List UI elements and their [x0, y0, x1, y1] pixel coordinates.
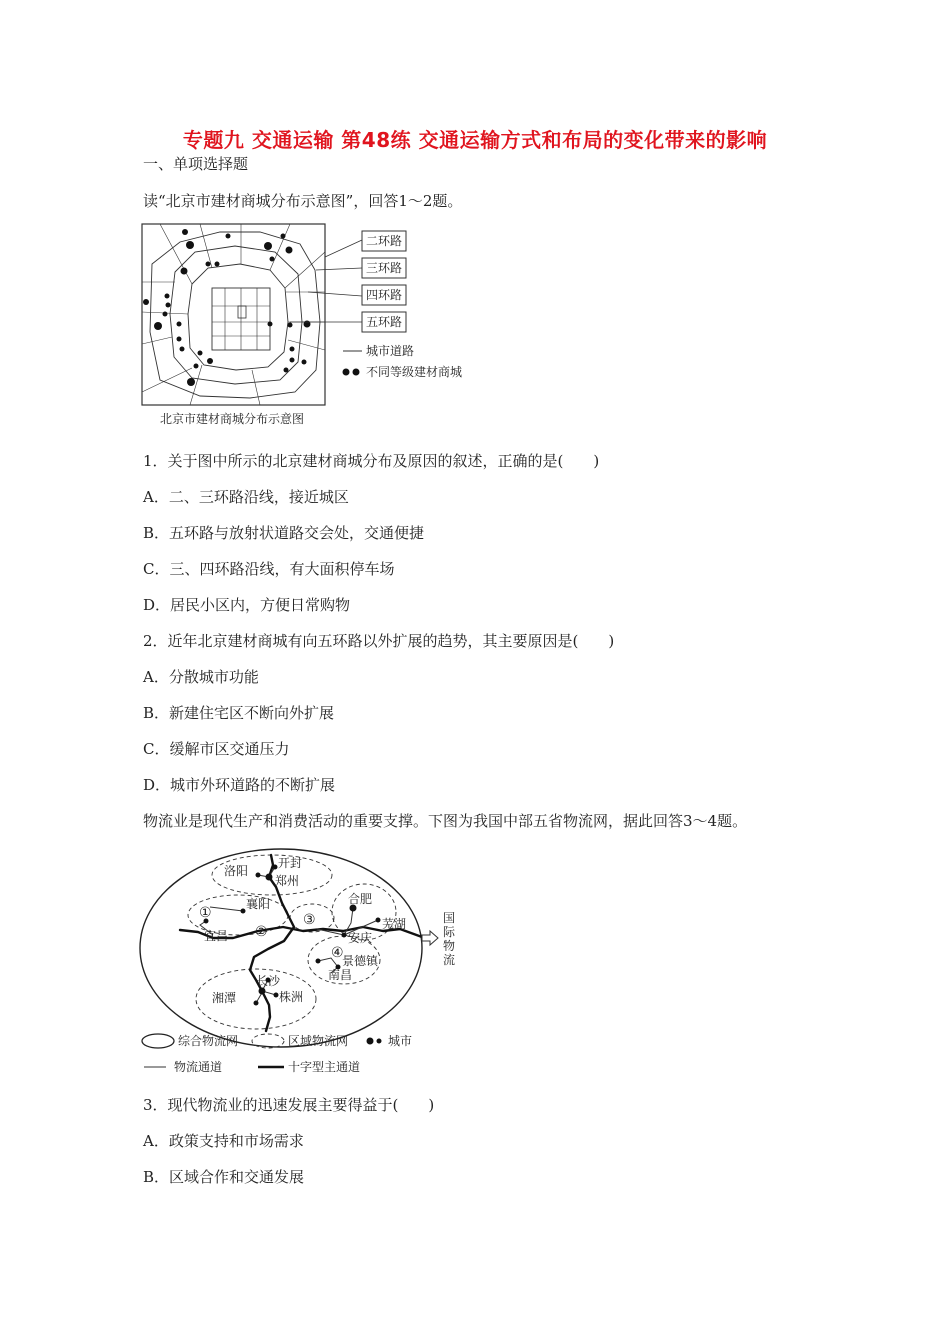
- legend-ring3-label: 三环路: [365, 261, 403, 275]
- legend-channel: 物流通道: [174, 1060, 223, 1074]
- section-heading: 一、单项选择题: [143, 155, 249, 173]
- q2-option-a: A．分散城市功能: [143, 668, 259, 686]
- city-xiangyang: 襄阳: [246, 897, 271, 911]
- map1-caption: 北京市建材商城分布示意图: [159, 412, 305, 426]
- legend-ring4-label: 四环路: [365, 288, 403, 302]
- city-yichang: 宜昌: [204, 929, 229, 943]
- q3-option-a: A．政策支持和市场需求: [143, 1132, 304, 1150]
- city-wuhu: 芜湖: [382, 917, 407, 931]
- legend-road-label: 城市道路: [366, 344, 415, 358]
- intl-char-2: 际: [443, 925, 456, 939]
- legend-mall-label: 不同等级建材商城: [366, 365, 463, 379]
- intl-char-1: 国: [443, 911, 456, 925]
- page-title: 专题九 交通运输 第48练 交通运输方式和布局的变化带来的影响: [182, 128, 768, 152]
- legend-ring2-label: 二环路: [365, 234, 403, 248]
- city-hefei: 合肥: [348, 892, 373, 906]
- q3-option-b: B．区域合作和交通发展: [143, 1168, 305, 1186]
- legend-ring5-label: 五环路: [365, 315, 403, 329]
- q1-option-b: B．五环路与放射状道路交会处，交通便捷: [143, 524, 425, 542]
- q1-option-d: D．居民小区内，方便日常购物: [143, 596, 351, 614]
- city-changsha: 长沙: [256, 974, 281, 988]
- intro-text-2: 物流业是现代生产和消费活动的重要支撑。下图为我国中部五省物流网，据此回答3～4题。: [143, 812, 748, 830]
- q2-stem: 2．近年北京建材商城有向五环路以外扩展的趋势，其主要原因是( ): [143, 632, 615, 650]
- city-xiangtan: 湘潭: [212, 991, 237, 1005]
- intl-char-3: 物: [443, 939, 456, 953]
- region-label-3: ③: [303, 912, 316, 928]
- city-zhuzhou: 株洲: [279, 990, 304, 1004]
- beijing-mall-map: [140, 222, 480, 432]
- q2-option-d: D．城市外环道路的不断扩展: [143, 776, 336, 794]
- city-kaifeng: 开封: [278, 856, 303, 870]
- legend-main-corridor: 十字型主通道: [288, 1060, 361, 1074]
- q2-option-b: B．新建住宅区不断向外扩展: [143, 704, 335, 722]
- q1-option-c: C．三、四环路沿线，有大面积停车场: [143, 560, 395, 578]
- region-label-2: ②: [255, 924, 268, 940]
- intl-char-4: 流: [443, 953, 456, 967]
- logistics-network-map: [138, 845, 478, 1081]
- city-nanchang: 南昌: [328, 968, 353, 982]
- q2-option-c: C．缓解市区交通压力: [143, 740, 290, 758]
- city-anqing: 安庆: [348, 931, 373, 945]
- region-label-1: ①: [199, 905, 212, 921]
- q1-stem: 1．关于图中所示的北京建材商城分布及原因的叙述，正确的是( ): [143, 452, 600, 470]
- legend-city: 城市: [388, 1034, 413, 1048]
- legend-regional: 区域物流网: [288, 1034, 349, 1048]
- q3-stem: 3．现代物流业的迅速发展主要得益于( ): [143, 1096, 435, 1114]
- region-label-4: ④: [331, 945, 344, 961]
- city-luoyang: 洛阳: [224, 864, 249, 878]
- q1-option-a: A．二、三环路沿线，接近城区: [143, 488, 349, 506]
- legend-comprehensive: 综合物流网: [178, 1034, 239, 1048]
- city-jingdezhen: 景德镇: [342, 954, 379, 968]
- city-zhengzhou: 郑州: [275, 874, 300, 888]
- intro-text-1: 读“北京市建材商城分布示意图”，回答1～2题。: [143, 192, 463, 210]
